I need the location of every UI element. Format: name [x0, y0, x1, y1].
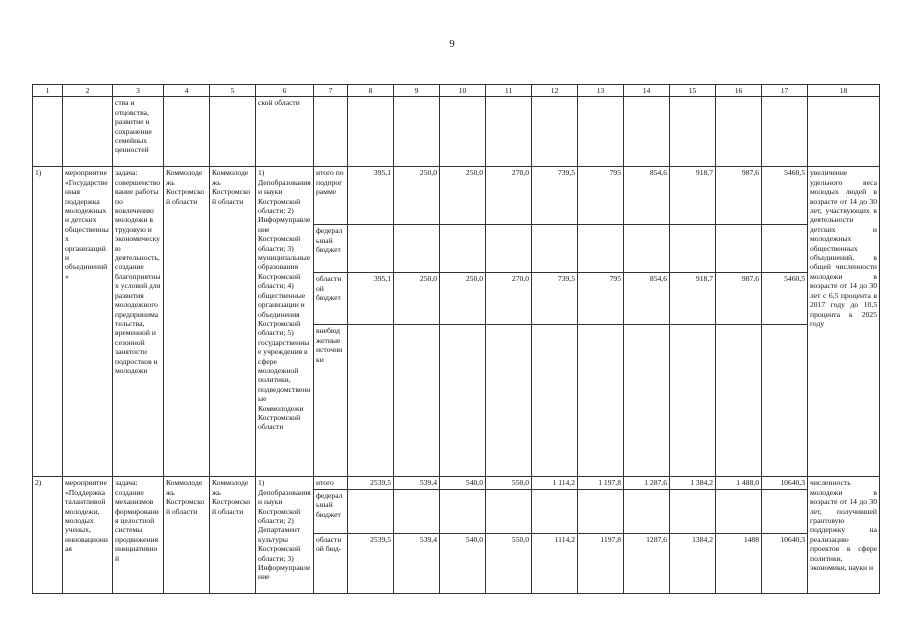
cont-executor-cell: ской области — [256, 97, 314, 167]
value-cell: 550,0 — [486, 533, 532, 593]
value-cell: 10640,3 — [762, 533, 808, 593]
col-header: 2 — [63, 85, 113, 97]
task-text: задача: создание механизмов формирования целостной системы продвижения инициативной — [113, 477, 164, 593]
source-label: итого по подпрограмме — [314, 167, 348, 225]
source-label: итого — [314, 477, 348, 489]
value-cell: 1 384,2 — [670, 477, 716, 489]
row-number: 1) — [33, 167, 63, 477]
value-cell: 1287,6 — [624, 533, 670, 593]
row-number: 2) — [33, 477, 63, 593]
activity-name: мероприятие «Поддержка талантливой молодежи, молодых ученых, инновационная — [63, 477, 113, 593]
value-cell: 270,0 — [486, 273, 532, 325]
coordinator: Коммолодежь Костромской области — [210, 167, 256, 477]
program-table — [32, 84, 880, 594]
value-cell: 539,4 — [394, 533, 440, 593]
continuation-row — [33, 97, 880, 167]
col-header: 6 — [256, 85, 314, 97]
value-cell: 250,0 — [394, 273, 440, 325]
data-table-sheet — [32, 84, 880, 582]
col-header: 10 — [440, 85, 486, 97]
value-cell: 250,0 — [394, 167, 440, 225]
value-cell: 250,0 — [440, 273, 486, 325]
value-cell: 395,1 — [348, 167, 394, 225]
value-cell: 739,5 — [532, 273, 578, 325]
col-header: 16 — [716, 85, 762, 97]
value-cell: 854,6 — [624, 273, 670, 325]
value-cell: 1197,8 — [578, 533, 624, 593]
activity-name: мероприятие «Государственная поддержка молодежных и детских общественных организаций и объединений» — [63, 167, 113, 477]
source-label: внебюджетные источники — [314, 325, 348, 477]
col-header: 14 — [624, 85, 670, 97]
value-cell: 987,6 — [716, 167, 762, 225]
expected-result: численность молодежи в возрасте от 14 до 30 лет, получившей грантовую поддержку на реализацию проектов в сфере политики, экономики, науки и — [808, 477, 880, 593]
responsible-executor: Коммолодежь Костромской области — [164, 167, 210, 477]
col-header: 5 — [210, 85, 256, 97]
value-cell: 1488 — [716, 533, 762, 593]
responsible-executor: Коммолодежь Костромской области — [164, 477, 210, 593]
value-cell: 918,7 — [670, 273, 716, 325]
col-header: 4 — [164, 85, 210, 97]
header-row — [33, 85, 880, 97]
co-executors: 1) Депобразования и науки Костромской области; 2) Информуправление Костромской области; 3) муниципальные образования Костромской области; 4) общественные организации и объединения Костромской области; 5) государственные учреждения в сфере молодежной политики, подведомственные Коммолодежи Костромской области — [256, 167, 314, 477]
value-cell: 2539,5 — [348, 533, 394, 593]
value-cell: 5460,5 — [762, 273, 808, 325]
value-cell: 1 197,8 — [578, 477, 624, 489]
value-cell: 795 — [578, 273, 624, 325]
expected-result: увеличение удельного веса молодых людей в возрасте от 14 до 30 лет, участвующих в деятельности детских и молодежных общественных объединений, в общей численности молодежи в возрасте от 14 до 30 лет с 6,5 процента в 2017 году до 10,5 процента к 2025 году — [808, 167, 880, 477]
value-cell: 1 488,0 — [716, 477, 762, 489]
value-cell: 854,6 — [624, 167, 670, 225]
value-cell: 1114,2 — [532, 533, 578, 593]
col-header: 7 — [314, 85, 348, 97]
value-cell: 5460,5 — [762, 167, 808, 225]
value-cell: 540,0 — [440, 533, 486, 593]
value-cell: 2539,5 — [348, 477, 394, 489]
page-number: 9 — [449, 38, 455, 50]
value-cell: 918,7 — [670, 167, 716, 225]
col-header: 1 — [33, 85, 63, 97]
value-cell: 987,6 — [716, 273, 762, 325]
value-cell: 540,0 — [440, 477, 486, 489]
value-cell: 10640,3 — [762, 477, 808, 489]
source-label: областной бюд- — [314, 533, 348, 593]
task-text: задача: совершенствование работы по вовлечению молодежи в трудовую и экономическую деятельность, создание благоприятных условий для развития молодежного предпринимательства, временной и сезонной занятости подростков и молодежи — [113, 167, 164, 477]
col-header: 8 — [348, 85, 394, 97]
table-row — [33, 167, 880, 225]
col-header: 11 — [486, 85, 532, 97]
value-cell: 795 — [578, 167, 624, 225]
value-cell: 270,0 — [486, 167, 532, 225]
source-label: федеральный бюджет — [314, 225, 348, 273]
source-label: областной бюджет — [314, 273, 348, 325]
col-header: 17 — [762, 85, 808, 97]
col-header: 3 — [113, 85, 164, 97]
col-header: 9 — [394, 85, 440, 97]
source-label: федеральный бюджет — [314, 489, 348, 533]
value-cell: 739,5 — [532, 167, 578, 225]
value-cell: 1 287,6 — [624, 477, 670, 489]
cont-task-cell: ства и отцовства, развитие и сохранение семейных ценностей — [113, 97, 164, 167]
value-cell: 550,0 — [486, 477, 532, 489]
coordinator: Коммолодежь Костромской области — [210, 477, 256, 593]
co-executors: 1) Депобразования и науки Костромской области; 2) Департамент культуры Костромской области; 3) Информуправление — [256, 477, 314, 593]
value-cell: 1384,2 — [670, 533, 716, 593]
col-header: 13 — [578, 85, 624, 97]
col-header: 18 — [808, 85, 880, 97]
col-header: 12 — [532, 85, 578, 97]
value-cell: 539,4 — [394, 477, 440, 489]
col-header: 15 — [670, 85, 716, 97]
table-row — [33, 477, 880, 489]
value-cell: 395,1 — [348, 273, 394, 325]
value-cell: 250,0 — [440, 167, 486, 225]
value-cell: 1 114,2 — [532, 477, 578, 489]
